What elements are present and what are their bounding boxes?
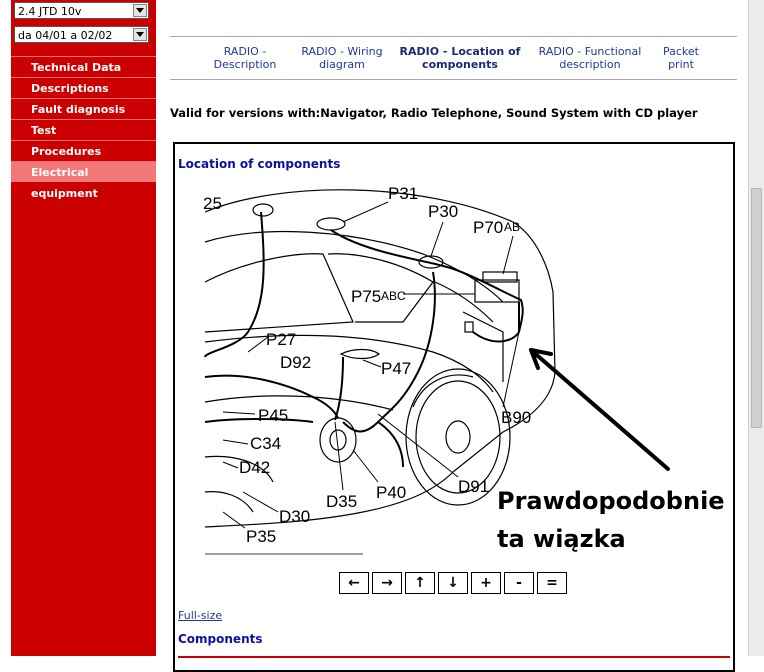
pan-left-button[interactable]: ← <box>339 572 369 594</box>
engine-select[interactable] <box>14 2 149 19</box>
tab-radio-location-of-components[interactable]: RADIO - Location of components <box>399 45 521 71</box>
tab-radio-description[interactable]: RADIO - Description <box>213 45 277 71</box>
label-p31: P31 <box>388 184 419 203</box>
label-p45: P45 <box>258 406 289 425</box>
label-p27: P27 <box>266 330 297 349</box>
tab-radio-wiring-diagram[interactable]: RADIO - Wiring diagram <box>301 45 383 71</box>
pan-right-button[interactable]: → <box>372 572 402 594</box>
label-p40: P40 <box>376 483 407 502</box>
components-divider <box>178 656 730 658</box>
label-p30: P30 <box>428 202 459 221</box>
label-d91: D91 <box>458 477 490 496</box>
sidebar-item-descriptions[interactable]: Descriptions <box>11 77 156 98</box>
left-sidebar <box>11 0 156 656</box>
pan-up-button[interactable]: ↑ <box>405 572 435 594</box>
zoom-in-button[interactable]: + <box>471 572 501 594</box>
label-p70-sub: AB <box>504 220 521 234</box>
sidebar-item-test[interactable]: Test <box>11 119 156 140</box>
sidebar-item-electrical-equipment[interactable]: Electrical equipment <box>11 161 156 182</box>
sidebar-item-fault-diagnosis[interactable]: Fault diagnosis <box>11 98 156 119</box>
sidebar-item-procedures[interactable]: Procedures <box>11 140 156 161</box>
label-p35: P35 <box>246 527 277 546</box>
label-d30: D30 <box>279 507 311 526</box>
tab-radio-functional-description[interactable]: RADIO - Functional description <box>538 45 642 71</box>
date-range-select[interactable] <box>14 26 149 43</box>
label-p70: P70 <box>473 218 504 237</box>
label-p47: P47 <box>381 359 412 378</box>
label-d92: D92 <box>280 353 312 372</box>
date-select-value: da 04/01 a 02/02 <box>18 29 113 42</box>
full-size-link[interactable]: Full-size <box>178 609 223 622</box>
validity-note: Valid for versions with:Navigator, Radio Telephone, Sound System with CD player <box>170 106 698 120</box>
label-d42: D42 <box>239 458 271 477</box>
location-heading: Location of components <box>178 157 341 171</box>
vertical-scrollbar[interactable] <box>748 0 764 656</box>
engine-select-value: 2.4 JTD 10v <box>18 5 82 18</box>
scrollbar-thumb[interactable] <box>751 188 762 428</box>
pan-down-button[interactable]: ↓ <box>438 572 468 594</box>
reset-zoom-button[interactable]: = <box>537 572 567 594</box>
components-heading: Components <box>178 632 263 646</box>
components-panel <box>173 142 735 672</box>
chevron-down-icon[interactable] <box>133 28 147 41</box>
label-d35: D35 <box>326 492 358 511</box>
label-p75-sub: ABC <box>381 289 406 303</box>
zoom-out-button[interactable]: - <box>504 572 534 594</box>
tab-packet-print[interactable]: Packet print <box>663 45 699 71</box>
sidebar-item-technical-data[interactable]: Technical Data <box>11 56 156 77</box>
handwritten-note: Prawdopodobnie ta wiązka <box>497 487 725 553</box>
label-partial: 25 <box>203 194 222 213</box>
annotation-arrow <box>531 350 668 469</box>
label-b90: B90 <box>501 408 532 427</box>
label-p75: P75 <box>351 287 382 306</box>
label-c34: C34 <box>250 434 282 453</box>
chevron-down-icon[interactable] <box>133 4 147 17</box>
section-tabs <box>170 36 737 80</box>
sidebar-menu <box>11 56 156 200</box>
